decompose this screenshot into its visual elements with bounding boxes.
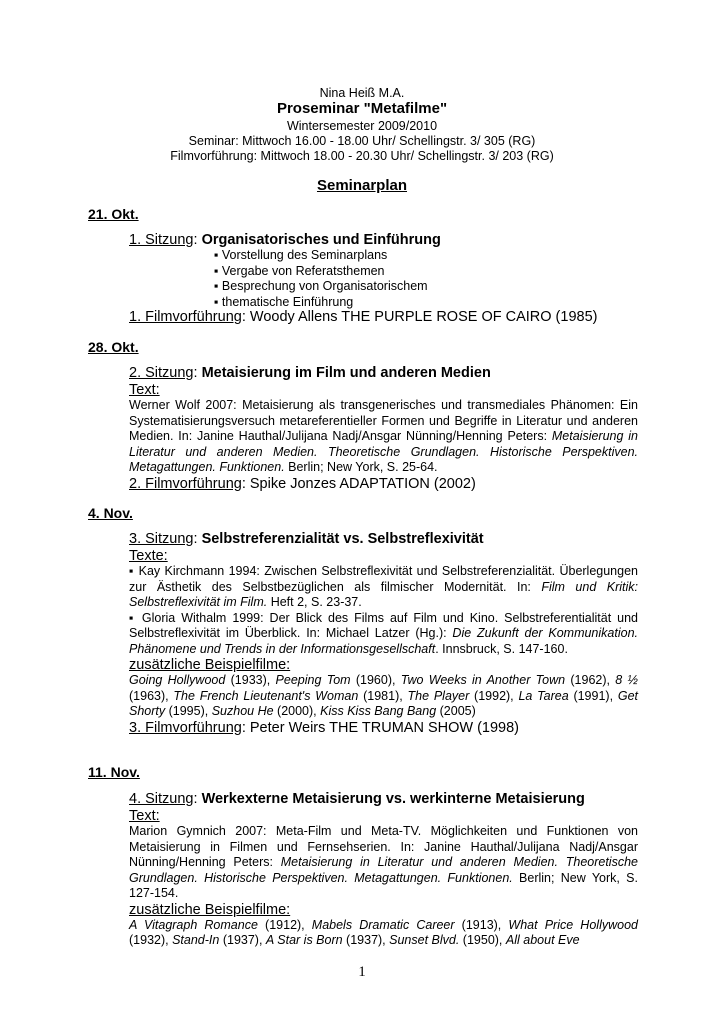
reading-entry [129,398,638,476]
screening-label: 1. Filmvorführung [129,309,242,325]
semester-line: Wintersemester 2009/2010 [286,119,438,133]
reading-title: Die Zukunft der Kommunikation. Phänomene und Trends in der Informationsgesellschaft [129,626,638,656]
session-date: 21. Okt. [88,206,139,222]
film-year: (1981), [358,688,408,703]
reading-text: Werner Wolf 2007: Metaisierung als transgenerisches und transmediales Phänomen: Ein Systematisierungsversuch metareferentieller Formen und Begriffe in Literatur und anderen Medien. In: Janine Hauthal/Julijana Nadj/Ansgar Nünning/Henning Peters: [129,398,638,443]
text-label: Text: [129,382,160,398]
film-year: (1913), [454,917,509,932]
reading-title: Metaisierung in Literatur und anderen Medien. Theoretische Grundlagen. Historische Perspektiven. Metagattungen. Funktionen. [129,429,639,474]
reading-text: Marion Gymnich 2007: Meta-Film und Meta-TV. Möglichkeiten und Funktionen von Metaisierung in Filmen und Fernsehserien. In: Janine Hauthal/Julijana Nadj/Ansgar Nünning/Henning Peters: [129,824,638,869]
film-year: (1950), [459,933,506,947]
text-label: Texte: [129,548,168,564]
extra-films-label: zusätzliche Beispielfilme: [129,657,291,673]
film-year: (1937), [219,933,266,947]
sitzung-title: Metaisierung im Film und anderen Medien [201,365,491,381]
film-title: Suzhou He [211,704,274,718]
film-title: Two Weeks in Another Town [400,673,566,687]
screening-line: 1. Filmvorführung: Woody Allens THE PURPLE ROSE OF CAIRO (1985) [129,309,598,325]
sitzung-label: 1. Sitzung [129,232,194,248]
list-item: ▪ Vergabe von Referatsthemen [214,263,385,278]
film-title: A Vitagraph Romance [129,917,258,932]
reading-title: Metaisierung in Literatur und anderen Medien. Theoretische Grundlagen. Historische Perspektiven. Metagattungen. Funktionen. [129,855,638,885]
film-year: (1933), [225,673,276,687]
session-date: 4. Nov. [88,505,133,521]
film-title: The Player [407,688,470,703]
extra-films-label: zusätzliche Beispielfilme: [129,901,291,918]
screening-film: Woody Allens THE PURPLE ROSE OF CAIRO (1985) [249,309,598,325]
reading-title: Film und Kritik: Selbstreflexivität im Film. [129,579,638,609]
author-name: Nina Heiß M.A. [319,86,405,100]
reading-text: ▪ Kay Kirchmann 1994: Zwischen Selbstreflexivität und Selbstreferenzialität. Überlegungen zur Ästhetik des Selbstbezüglichen als filmischer Modernität. In: [129,564,638,594]
film-title: All about Eve [505,933,580,947]
example-films [129,673,638,720]
film-year: (1995), [165,704,212,718]
reading-entry [129,564,638,611]
film-title: The French Lieutenant's Woman [173,688,359,703]
session-heading: 4. Sitzung: Werkexterne Metaisierung vs. werkinterne Metaisierung Text: Marion Gymnich 2007: Meta-Film und Meta-TV. Möglichkeiten und Funktionen von Metaisierung in Filmen und Fernsehserien. In: Janine Hauthal/Julijana Nadj/Ansgar Nünning/Henning Peters: Metaisierung in Literatur und anderen Medien. Theoretische Grundlagen. Historische Perspektiven. Metagattungen. Funktionen. Berlin; New York, S. 127-154. zusätzliche Beispielfilme: A Vitagraph Romance (1912), Mabels Dramatic Career (1913), What Price Hollywood (1932), Stand-In (1937), A Star is Born (1937), Sunset Blvd. (1950), All about Eve [129,791,638,947]
film-year: (1960), [350,673,401,687]
film-title: Peeping Tom [275,673,351,687]
film-title: What Price Hollywood [508,917,638,932]
film-year: (1912), [257,917,312,932]
film-title: Mabels Dramatic Career [311,917,455,932]
page-number: 1 [358,964,366,980]
reading-text: Heft 2, S. 23-37. [267,595,362,609]
film-year: (1962), [565,673,616,687]
session-heading: 3. Sitzung: Selbstreferenzialität vs. Selbstreflexivität Texte: ▪ Kay Kirchmann 1994: Zwischen Selbstreflexivität und Selbstreferenzialität. Überlegungen zur Ästhetik des Selbstbezüglichen als filmischer Modernität. In: Film und Kritik: Selbstreflexivität im Film. Heft 2, S. 23-37. ▪ Gloria Withalm 1999: Der Blick des Films auf Film und Kino. Selbstreferentialität und Selbstreflexivität im Überblick. In: Michael Latzer (Hg.): Die Zukunft der Kommunikation. Phänomene und Trends in der Informationsgesellschaft. Innsbruck, S. 147-160. zusätzliche Beispielfilme: Going Hollywood (1933), Peeping Tom (1960), Two Weeks in Another Town (1962), 8 ½ (1963), The French Lieutenant's Woman (1981), The Player (1992), La Tarea (1991), Get Shorty (1995), Suzhou He (2000), Kiss Kiss Bang Bang (2005) 3. Filmvorführung: Peter Weirs THE TRUMAN SHOW (1998) [129,531,638,736]
film-title: Sunset Blvd. [389,933,460,947]
film-title: Going Hollywood [129,673,226,687]
plan-title: Seminarplan [316,177,408,194]
reading-entry [129,824,638,902]
screening-film: Spike Jonzes ADAPTATION (2002) [249,475,476,492]
list-item: ▪ thematische Einführung [214,294,354,309]
film-title: A Star is Born [265,933,343,947]
film-title: Stand-In [172,933,220,947]
film-year: (1932), [129,933,173,947]
film-year: (1963), [129,688,174,703]
screening-film: Peter Weirs THE TRUMAN SHOW (1998) [249,719,519,736]
screening-line: 2. Filmvorführung: Spike Jonzes ADAPTATION (2002) [129,475,476,492]
screening-label: 2. Filmvorführung [129,475,242,492]
reading-text: Berlin; New York, S. 25-64. [284,460,438,474]
film-title: La Tarea [518,688,569,703]
example-films [129,918,638,949]
reading-entry [129,611,638,658]
reading-text: . Innsbruck, S. 147-160. [435,641,568,656]
list-item: ▪ Vorstellung des Seminarplans [214,248,388,262]
session-date: 11. Nov. [88,764,140,780]
list-item: ▪ Besprechung von Organisatorischem [214,279,428,293]
film-year: (1937), [342,933,390,947]
session-heading: 2. Sitzung: Metaisierung im Film und anderen Medien Text: Werner Wolf 2007: Metaisierung als transgenerisches und transmediales Phänomen: Ein Systematisierungsversuch metareferentieller Formen und Begriffe in Literatur und anderen Medien. In: Janine Hauthal/Julijana Nadj/Ansgar Nünning/Henning Peters: Metaisierung in Literatur und anderen Medien. Theoretische Grundlagen. Historische Perspektiven. Metagattungen. Funktionen. Berlin; New York, S. 25-64. 2. Filmvorführung: Spike Jonzes ADAPTATION (2002) [129,365,639,492]
film-title: Get Shorty [129,688,638,718]
seminar-schedule-line: Seminar: Mittwoch 16.00 - 18.00 Uhr/ Schellingstr. 3/ 305 (RG) [188,134,536,148]
reading-text: ▪ Gloria Withalm 1999: Der Blick des Films auf Film und Kino. Selbstreferentialität und Selbstreflexivität im Überblick. In: Michael Latzer (Hg.): [129,610,638,640]
film-year: (2000), [273,704,321,718]
sitzung-title: Selbstreferenzialität vs. Selbstreflexivität [201,531,484,547]
session-heading: 1. Sitzung: Organisatorisches und Einführung [129,232,441,248]
sitzung-title: Werkexterne Metaisierung vs. werkinterne Metaisierung [201,791,585,807]
sitzung-label: 2. Sitzung [129,365,194,381]
screening-line: 3. Filmvorführung: Peter Weirs THE TRUMAN SHOW (1998) [129,719,519,736]
film-year: (1991), [568,688,618,703]
course-title: Proseminar "Metafilme" [276,100,448,117]
sitzung-title: Organisatorisches und Einführung [201,232,441,248]
film-title: Kiss Kiss Bang Bang [320,704,437,718]
session-date: 28. Okt. [88,339,139,355]
screening-label: 3. Filmvorführung [129,719,242,736]
sitzung-label: 4. Sitzung [129,791,194,807]
sitzung-label: 3. Sitzung [129,531,194,547]
text-label: Text: [129,808,160,824]
screening-schedule-line: Filmvorführung: Mittwoch 18.00 - 20.30 Uhr/ Schellingstr. 3/ 203 (RG) [170,149,554,163]
film-year: (1992), [469,688,519,703]
film-title: 8 ½ [615,673,638,687]
reading-text: Berlin; New York, S. 127-154. [129,870,638,900]
bullet-list [214,248,428,310]
film-year: (2005) [436,704,476,718]
